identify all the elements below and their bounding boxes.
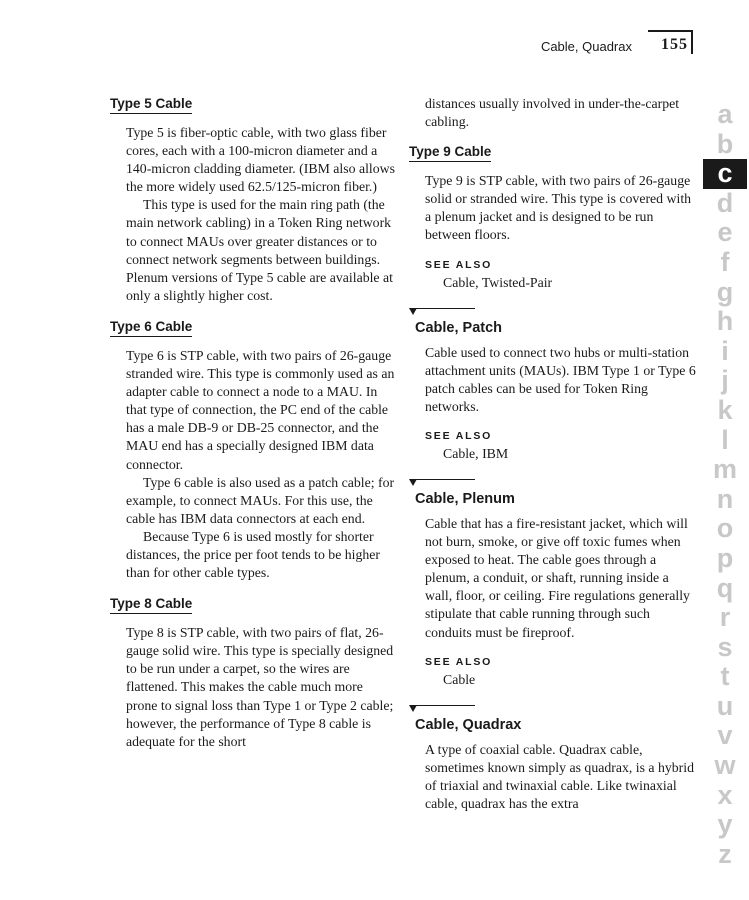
entry-head	[409, 308, 699, 336]
paragraph: A type of coaxial cable. Quadrax cable, sometimes known simply as quadrax, is a hybrid of triaxial and twinaxial cable. Like twinaxial cable, quadrax has the extra	[425, 741, 695, 811]
section-type8	[110, 595, 395, 751]
paragraph: Type 9 is STP cable, with two pairs of 26-gauge solid or stranded wire. This type is covered with a plenum jacket and is designed to be run between floors.	[425, 173, 692, 243]
body-type8	[126, 624, 395, 751]
body-type5	[126, 124, 395, 305]
thumb-index-letter-n[interactable]: n	[716, 483, 734, 514]
subheading-type5: Type 5 Cable	[110, 96, 192, 114]
thumb-index-letter-c[interactable]: c	[703, 159, 747, 189]
paragraph: Cable that has a fire-resistant jacket, which will not burn, smoke, or give off toxic fumes when exposed to heat. The cable goes through a plenum, a conduit, or shaft, running inside a wall, floor, or ceiling. Fire regulations generally stipulate that cable running through such conduits must be fireproof.	[425, 515, 690, 640]
header-rule	[648, 30, 693, 32]
see-also-label: SEE ALSO	[425, 655, 493, 668]
thumb-index-letter-x[interactable]: x	[717, 779, 733, 810]
thumb-index-letter-h[interactable]: h	[716, 306, 734, 337]
thumb-index-letter-g[interactable]: g	[716, 276, 734, 307]
entry-head	[409, 705, 699, 733]
entry-title: Cable, Patch	[415, 319, 503, 336]
paragraph: This type is used for the main ring path (the main network cabling) in a Token Ring network to connect MAUs over greater distances or to connect network segments between buildings. Plenum versions of Type 5 cable are available at only a slightly higher cost.	[126, 197, 393, 303]
see-also-label: SEE ALSO	[425, 429, 493, 442]
entry-body	[425, 515, 699, 642]
running-head-title: Cable, Quadrax	[540, 39, 632, 54]
thumb-index-letter-e[interactable]: e	[717, 217, 733, 248]
body-type6	[126, 347, 395, 582]
thumb-index-letter-u[interactable]: u	[716, 690, 734, 721]
thumb-index-letter-b[interactable]: b	[716, 128, 734, 159]
see-also-link[interactable]: Cable, IBM	[443, 445, 509, 461]
thumb-index-letter-d[interactable]: d	[716, 187, 734, 218]
thumb-index-letter-s[interactable]: s	[717, 631, 733, 662]
thumb-index-letter-m[interactable]: m	[712, 454, 737, 485]
entry-cable-plenum	[409, 479, 699, 689]
entry-body	[425, 741, 699, 813]
entry-marker-icon	[409, 308, 475, 316]
section-type5	[110, 95, 395, 305]
entry-head	[409, 479, 699, 507]
paragraph: Because Type 6 is used mostly for shorter distances, the price per foot tends to be higher than for other cable types.	[126, 528, 381, 581]
section-type9	[409, 143, 699, 291]
right-column	[409, 95, 699, 813]
entry-cable-patch	[409, 308, 699, 463]
thumb-index-letter-y[interactable]: y	[717, 809, 733, 840]
see-also-link[interactable]: Cable	[443, 671, 476, 687]
thumb-index-letter-k[interactable]: k	[717, 394, 733, 425]
entry-body	[425, 344, 699, 416]
thumb-index-letter-l[interactable]: l	[721, 424, 729, 455]
left-column	[110, 95, 395, 751]
thumb-index-letter-w[interactable]: w	[714, 750, 736, 781]
continuation-text	[425, 95, 699, 131]
entry-title: Cable, Quadrax	[415, 716, 522, 733]
page-number: 155	[661, 36, 688, 53]
subheading-type8: Type 8 Cable	[110, 596, 192, 614]
entry-cable-quadrax	[409, 705, 699, 813]
thumb-index-letter-i[interactable]: i	[721, 335, 729, 366]
paragraph: Type 6 is STP cable, with two pairs of 26-gauge stranded wire. This type is commonly used as an adapter cable to connect a node to a MAU. In that type of connection, the PC end of the cable has a male DB-9 or DB-25 connector, and the MAU end has a specially designed IBM data connector.	[126, 347, 395, 472]
paragraph: distances usually involved in under-the-carpet cabling.	[425, 96, 680, 130]
thumb-index-letter-t[interactable]: t	[720, 661, 730, 692]
thumb-index-letter-v[interactable]: v	[717, 720, 733, 751]
thumb-index-letter-z[interactable]: z	[718, 838, 732, 869]
running-head	[520, 36, 692, 56]
see-also-link[interactable]: Cable, Twisted-Pair	[443, 274, 553, 290]
entry-marker-icon	[409, 705, 475, 713]
paragraph: Type 6 cable is also used as a patch cable; for example, to connect MAUs. For this use, the cable has IBM data connectors at each end.	[126, 474, 395, 526]
thumb-index-letter-p[interactable]: p	[716, 542, 734, 573]
thumb-index-letter-j[interactable]: j	[721, 365, 729, 396]
paragraph: Type 8 is STP cable, with two pairs of flat, 26-gauge solid wire. This type is specially designed to be run under a carpet, so the wires are flattened. This makes the cable much more prone to signal loss than Type 1 or Type 2 cable; however, the performance of Type 8 cable is adequate for the short	[126, 625, 394, 749]
paragraph: Cable used to connect two hubs or multi-station attachment units (MAUs). IBM Type 1 or Type 6 patch cables can be used for Token Ring networks.	[425, 344, 696, 414]
see-also-label: SEE ALSO	[425, 258, 493, 271]
paragraph: Type 5 is fiber-optic cable, with two glass fiber cores, each with a 100-micron diameter and a 140-micron cladding diameter. (IBM also allows the more widely used 62.5/125-micron fiber.)	[126, 125, 395, 195]
thumb-index-letter-r[interactable]: r	[719, 602, 731, 633]
thumb-index	[703, 100, 747, 869]
thumb-index-letter-a[interactable]: a	[717, 99, 733, 129]
subheading-type9: Type 9 Cable	[409, 144, 491, 162]
section-type6	[110, 318, 395, 582]
thumb-index-letter-q[interactable]: q	[716, 572, 734, 603]
entry-marker-icon	[409, 479, 475, 487]
body-type9	[425, 172, 699, 244]
thumb-index-letter-f[interactable]: f	[720, 246, 730, 277]
entry-title: Cable, Plenum	[415, 490, 515, 507]
subheading-type6: Type 6 Cable	[110, 319, 192, 337]
thumb-index-letter-o[interactable]: o	[716, 513, 734, 544]
